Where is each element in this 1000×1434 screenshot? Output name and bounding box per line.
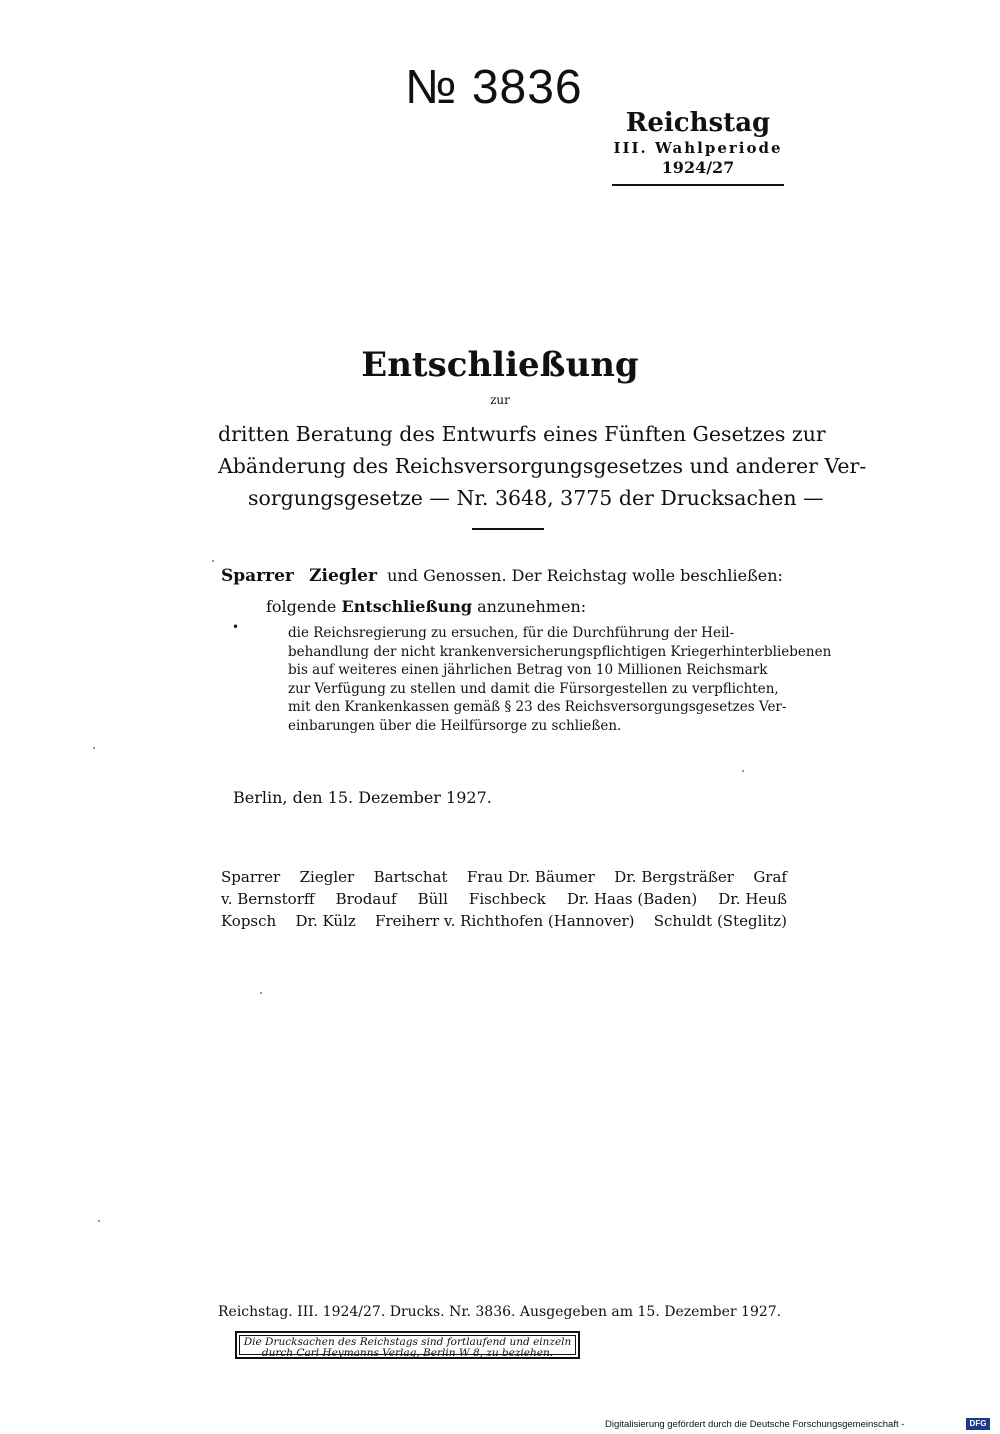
signatory: Bartschat bbox=[373, 868, 448, 886]
period-years: 1924/27 bbox=[661, 158, 735, 177]
signatory-row bbox=[221, 910, 787, 932]
signatory: Büll bbox=[417, 890, 448, 908]
body-line: einbarungen über die Heilfürsorge zu schließen. bbox=[288, 717, 622, 734]
mover-name: Ziegler bbox=[309, 566, 377, 586]
print-footer: Reichstag. III. 1924/27. Drucks. Nr. 3836. Ausgegeben am 15. Dezember 1927. bbox=[218, 1304, 782, 1320]
publisher-notice-inner bbox=[239, 1335, 576, 1359]
scan-speck bbox=[742, 770, 744, 772]
resolution-subject bbox=[218, 418, 867, 514]
signatory: Dr. Haas (Baden) bbox=[566, 890, 698, 908]
scan-speck bbox=[212, 560, 214, 562]
reichstag-header bbox=[612, 108, 784, 178]
dfg-logo: DFG bbox=[966, 1418, 990, 1430]
signatory-row bbox=[221, 888, 787, 910]
notice-line: Die Drucksachen des Reichstags sind fortlaufend und einzeln bbox=[243, 1336, 572, 1348]
signatory: Graf bbox=[753, 868, 787, 886]
follow-suffix: anzunehmen: bbox=[477, 597, 587, 616]
section-divider bbox=[472, 528, 544, 530]
signatory-row bbox=[221, 866, 787, 888]
signatory: Sparrer bbox=[221, 868, 281, 886]
signatory: Dr. Heuß bbox=[718, 890, 787, 908]
bullet-icon: • bbox=[232, 620, 240, 634]
scan-speck bbox=[98, 1220, 100, 1222]
body-line: bis auf weiteres einen jährlichen Betrag von 10 Millionen Reichsmark bbox=[288, 662, 768, 678]
signatory: Frau Dr. Bäumer bbox=[466, 868, 595, 886]
signatory: Dr. Külz bbox=[295, 912, 356, 930]
signatory: Brodauf bbox=[335, 890, 397, 908]
document-number: № 3836 bbox=[405, 61, 583, 114]
motion-follow bbox=[266, 597, 586, 616]
resolution-title: Entschließung bbox=[361, 345, 639, 385]
title-connector: zur bbox=[490, 393, 510, 407]
subject-line: sorgungsgesetze — Nr. 3648, 3775 der Drucksachen — bbox=[248, 486, 824, 510]
signatory: v. Bernstorff bbox=[221, 890, 315, 908]
motion-intro bbox=[221, 566, 783, 586]
signatory: Kopsch bbox=[221, 912, 277, 930]
body-line: behandlung der nicht krankenversicherungspflichtigen Kriegerhinterbliebenen bbox=[288, 643, 832, 660]
digitization-credit: Digitalisierung gefördert durch die Deutsche Forschungsgemeinschaft - bbox=[605, 1419, 905, 1430]
subject-line: dritten Beratung des Entwurfs eines Fünften Gesetzes zur bbox=[218, 422, 826, 446]
place-date: Berlin, den 15. Dezember 1927. bbox=[233, 788, 492, 807]
electoral-period: III. Wahlperiode bbox=[613, 139, 783, 157]
signatories bbox=[221, 866, 787, 932]
subject-line: Abänderung des Reichsversorgungsgesetzes und anderer Ver- bbox=[218, 454, 867, 478]
signatory: Ziegler bbox=[299, 868, 355, 886]
follow-bold: Entschließung bbox=[341, 597, 473, 616]
follow-prefix: folgende bbox=[266, 597, 337, 616]
signatory: Schuldt (Steglitz) bbox=[653, 912, 787, 930]
motion-body bbox=[288, 624, 832, 735]
body-line: die Reichsregierung zu ersuchen, für die Durchführung der Heil- bbox=[288, 625, 735, 641]
parliament-name: Reichstag bbox=[625, 108, 771, 138]
scan-speck bbox=[260, 992, 262, 994]
signatory: Dr. Bergsträßer bbox=[614, 868, 734, 886]
body-line: zur Verfügung zu stellen und damit die Fürsorgestellen zu verpflichten, bbox=[288, 680, 779, 697]
header-rule bbox=[612, 184, 784, 186]
scan-speck bbox=[93, 747, 95, 749]
notice-line: durch Carl Heymanns Verlag, Berlin W 8, zu beziehen. bbox=[261, 1346, 554, 1359]
motion-intro-text: und Genossen. Der Reichstag wolle beschließen: bbox=[387, 566, 783, 585]
publisher-notice bbox=[235, 1331, 580, 1359]
signatory: Freiherr v. Richthofen (Hannover) bbox=[375, 912, 635, 930]
mover-name: Sparrer bbox=[221, 566, 294, 586]
body-line: mit den Krankenkassen gemäß § 23 des Reichsversorgungsgesetzes Ver- bbox=[288, 699, 787, 715]
signatory: Fischbeck bbox=[468, 890, 546, 908]
